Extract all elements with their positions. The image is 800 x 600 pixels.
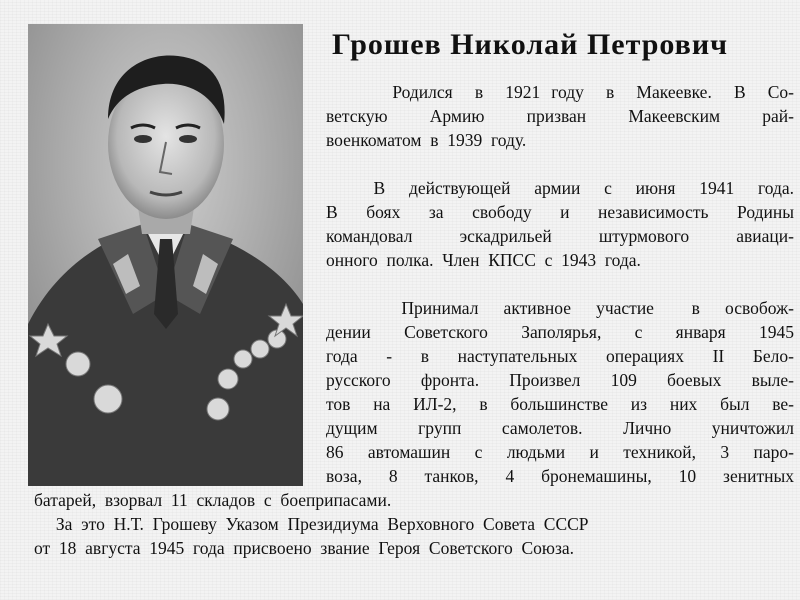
text-line: русского фронта. Произвел 109 боевых выле- xyxy=(326,370,794,390)
text-line: командовал эскадрильей штурмового авиаци- xyxy=(326,226,794,246)
text-line: ветскую Армию призван Макеевским рай- xyxy=(326,106,794,126)
bio-paragraph-award xyxy=(34,488,794,560)
text-line: Родился в 1921 году в Макеевке. В Со- xyxy=(326,82,794,102)
bio-paragraph-combat xyxy=(326,296,794,488)
text-line: тов на ИЛ-2, в большинстве из них был ве- xyxy=(326,394,794,414)
page-title: Грошев Николай Петрович xyxy=(332,28,729,61)
text-line: дущим групп самолетов. Лично уничтожил xyxy=(326,418,794,438)
bio-paragraph-service xyxy=(326,176,794,272)
text-line: воза, 8 танков, 4 бронемашины, 10 зенитных xyxy=(326,466,794,486)
text-line: дении Советского Заполярья, с января 1945 xyxy=(326,322,794,342)
portrait-photo xyxy=(28,24,303,486)
text-line: За это Н.Т. Грошеву Указом Президиума Верховного Совета СССР xyxy=(34,514,589,534)
portrait-icon xyxy=(28,24,303,486)
text-line: В действующей армии с июня 1941 года. xyxy=(326,178,794,198)
bio-paragraph-birth xyxy=(326,80,794,152)
text-line: года - в наступательных операциях II Бело- xyxy=(326,346,794,366)
text-line: Принимал активное участие в освобож- xyxy=(326,298,794,318)
text-line: В боях за свободу и независимость Родины xyxy=(326,202,794,222)
text-line: 86 автомашин с людьми и техникой, 3 паро- xyxy=(326,442,794,462)
text-line: от 18 августа 1945 года присвоено звание Героя Советского Союза. xyxy=(34,538,575,558)
text-line: батарей, взорвал 11 складов с боеприпасами. xyxy=(34,490,392,510)
text-line: военкоматом в 1939 году. xyxy=(326,130,527,150)
text-line: онного полка. Член КПСС с 1943 года. xyxy=(326,250,641,270)
